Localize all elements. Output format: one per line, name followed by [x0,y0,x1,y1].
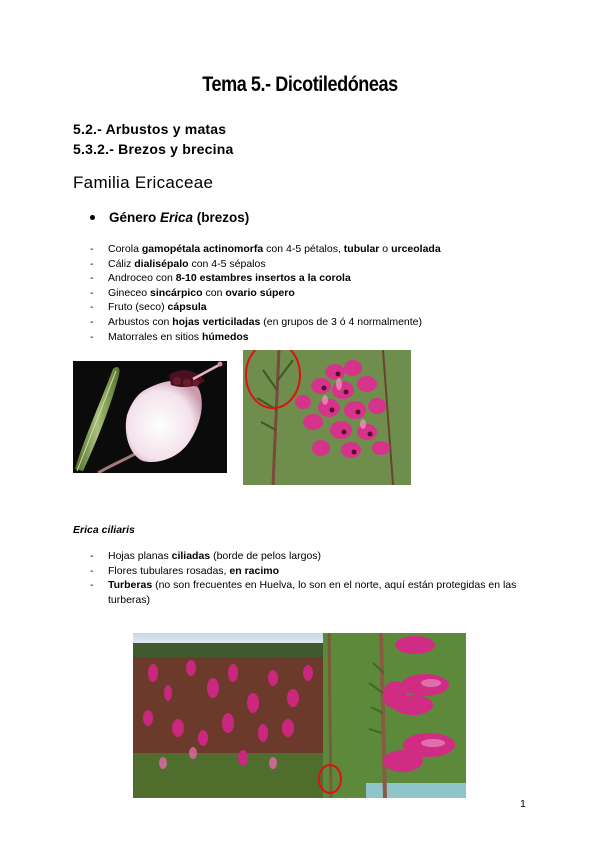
genus-prefix: Género [109,210,161,225]
list-item-text: Gineceo [108,286,151,299]
list-item [90,330,441,345]
list-item [90,315,441,330]
erica-ciliaris-photo [133,633,466,798]
list-item-text: sincárpico [150,286,203,299]
list-item-text: Flores tubulares rosadas, [108,564,230,577]
list-item [90,257,441,272]
list-item [90,271,441,286]
list-item-text: tubular [343,243,380,255]
list-item-text: 8-10 estambres insertos a la corola [175,272,351,285]
list-item [90,564,530,579]
list-item [90,286,441,301]
list-item-text: Corola [108,243,142,255]
list-item-text: con 4-5 pétalos, [263,243,344,255]
list-item-text: Hojas planas [108,550,172,562]
list-item-text: con [202,286,226,299]
list-item-text: dialisépalo [134,257,189,270]
list-item-text: o [379,243,392,255]
genus-heading [90,210,249,225]
ciliaris-traits-list [90,549,530,607]
list-item [90,549,530,564]
list-item [90,242,441,257]
list-item-text: (en grupos de 3 ó 4 normalmente) [260,315,423,328]
erica-traits-list [90,242,441,344]
list-item-text: con 4-5 sépalos [188,257,266,270]
list-item-text: (no son frecuentes en Huelva, lo son en el norte, aquí están protegidas en las turberas) [108,579,517,606]
list-item-text: (borde de pelos largos) [210,550,322,562]
list-item-text: Turberas [108,579,153,592]
list-item-text: Cáliz [108,257,135,270]
flower-closeup-photo [73,361,227,473]
page-number: 1 [520,798,526,810]
bullet-icon [90,215,95,220]
section-heading-arbustos: 5.2.- Arbustos y matas [73,121,227,137]
list-item-text: Arbustos con [108,315,173,328]
genus-suffix: (brezos) [193,210,250,225]
list-item-text: cápsula [167,301,207,314]
list-item-text: Fruto (seco) [108,301,168,314]
page-title: Tema 5.- Dicotiledóneas [202,73,398,96]
family-heading: Familia Ericaceae [73,173,214,192]
list-item-text: Matorrales en sitios [108,330,202,343]
list-item-text: en racimo [229,564,280,577]
list-item-text: Androceo con [108,272,176,285]
list-item-text: húmedos [201,330,249,343]
erica-cluster-photo [243,350,411,485]
list-item-text: ovario súpero [225,286,295,299]
list-item-text: ciliadas [171,550,211,562]
list-item [90,300,441,315]
species-heading: Erica ciliaris [73,524,135,536]
section-heading-brezos: 5.3.2.- Brezos y brecina [73,141,234,157]
list-item-text: gamopétala actinomorfa [141,243,264,255]
genus-name: Erica [160,210,194,225]
list-item [90,578,530,607]
list-item-text: urceolada [391,243,441,255]
list-item-text: hojas verticiladas [172,315,261,328]
